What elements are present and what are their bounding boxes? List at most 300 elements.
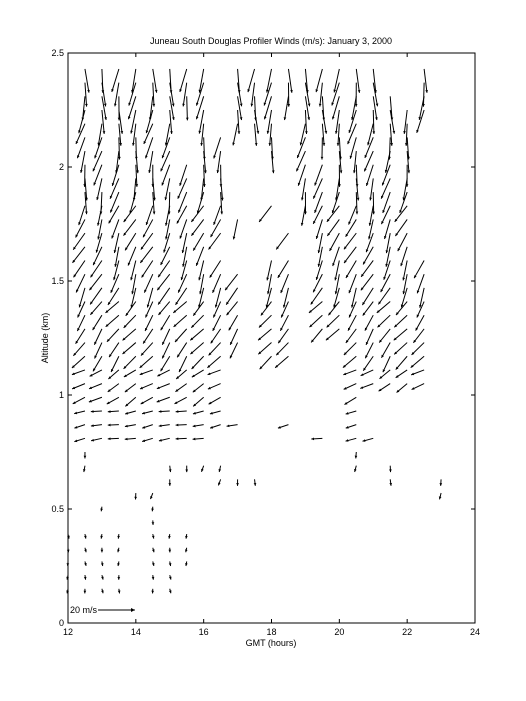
wind-arrow [143, 329, 153, 344]
wind-arrow [117, 561, 120, 566]
wind-arrow [346, 425, 357, 429]
wind-arrow [107, 329, 119, 342]
wind-arrow [140, 247, 152, 263]
wind-arrow [101, 575, 104, 579]
wind-arrow [141, 343, 153, 356]
wind-arrow [439, 479, 442, 485]
wind-arrow [310, 315, 323, 327]
wind-arrow [346, 411, 357, 415]
wind-arrow [361, 274, 373, 290]
wind-arrow [381, 343, 390, 358]
wind-arrow [192, 370, 204, 377]
chart-title: Juneau South Douglas Profiler Winds (m/s): January 3, 2000 [149, 36, 393, 46]
wind-arrow [327, 206, 339, 222]
wind-arrow [397, 384, 408, 393]
wind-arrow [278, 425, 289, 429]
wind-arrow [395, 206, 407, 222]
wind-arrow [193, 302, 203, 316]
wind-arrow [182, 83, 186, 107]
wind-arrow [250, 83, 254, 107]
wind-arrow [328, 302, 339, 316]
wind-arrow [220, 165, 223, 187]
wind-arrow [210, 411, 221, 415]
wind-arrow [91, 260, 102, 277]
wind-arrow [314, 165, 322, 186]
wind-arrow [140, 356, 153, 368]
wind-arrow [191, 206, 203, 222]
wind-arrow [133, 178, 136, 200]
wind-arrow [275, 356, 288, 367]
wind-arrows [66, 69, 442, 593]
wind-arrow [90, 302, 102, 315]
wind-arrow [344, 397, 356, 404]
wind-arrow [369, 178, 373, 200]
wind-arrow [81, 96, 84, 120]
wind-arrow [185, 548, 188, 553]
wind-arrow [117, 575, 120, 580]
wind-arrow [111, 356, 119, 372]
wind-arrow [74, 260, 85, 277]
wind-arrow [327, 315, 340, 327]
wind-arrow [382, 192, 390, 213]
wind-arrow [158, 302, 169, 315]
wind-arrow [327, 219, 339, 235]
y-tick-label: 2 [58, 162, 64, 172]
wind-arrow [330, 233, 340, 251]
wind-arrow [346, 438, 357, 441]
wind-arrow [196, 83, 204, 106]
wind-arrow [176, 410, 187, 413]
wind-arrow [210, 425, 221, 429]
wind-arrow [346, 260, 356, 278]
x-tick-label: 14 [130, 627, 141, 637]
wind-arrow [396, 302, 407, 316]
wind-arrow [84, 452, 87, 458]
wind-arrow [238, 69, 241, 93]
wind-arrow [66, 575, 69, 580]
wind-arrow [169, 589, 172, 593]
wind-arrow [123, 329, 136, 340]
wind-arrow [417, 274, 424, 293]
wind-arrow [351, 96, 356, 120]
wind-arrow [196, 247, 204, 266]
x-axis-label: GMT (hours) [245, 638, 297, 648]
wind-arrow [90, 288, 102, 305]
wind-arrow [165, 178, 170, 200]
wind-arrow [77, 302, 84, 318]
wind-arrow [344, 384, 357, 390]
y-axis [51, 48, 475, 628]
wind-arrow [93, 315, 102, 330]
wind-arrow [344, 247, 356, 263]
wind-arrow [141, 397, 153, 404]
wind-arrow [169, 575, 172, 579]
wind-arrow [191, 315, 203, 327]
wind-arrow [142, 260, 153, 277]
wind-arrow [151, 507, 154, 512]
wind-arrow [193, 425, 204, 428]
wind-arrow [175, 384, 186, 392]
wind-arrow [201, 466, 204, 472]
wind-arrow [108, 437, 119, 440]
x-tick-label: 18 [266, 627, 277, 637]
wind-arrow [208, 370, 221, 375]
wind-arrow [373, 69, 377, 93]
wind-arrow [193, 384, 204, 393]
wind-arrow [412, 384, 425, 390]
wind-arrow [254, 479, 257, 485]
wind-arrow [142, 425, 153, 429]
wind-arrow [108, 370, 119, 379]
wind-arrow [94, 343, 101, 359]
wind-arrow [258, 343, 271, 355]
wind-arrow [128, 83, 136, 106]
wind-arrow [363, 356, 373, 370]
wind-arrow [379, 384, 391, 392]
wind-arrow [125, 411, 136, 415]
wind-arrow [176, 424, 187, 427]
wind-arrow [394, 329, 407, 340]
wind-arrow [411, 370, 424, 375]
y-tick-label: 0 [58, 618, 64, 628]
wind-arrow [100, 507, 103, 512]
wind-arrow [261, 302, 272, 316]
wind-arrow [158, 288, 170, 305]
wind-arrow [399, 192, 407, 213]
wind-arrow [162, 137, 170, 158]
wind-arrow [322, 96, 325, 120]
wind-arrow [210, 260, 221, 277]
wind-arrow [109, 343, 119, 358]
wind-arrow [319, 83, 323, 107]
wind-arrow [145, 302, 152, 318]
wind-arrow [125, 397, 135, 406]
wind-arrow [226, 288, 237, 305]
wind-arrow [354, 466, 357, 472]
wind-arrow [94, 137, 102, 158]
wind-arrow [123, 343, 136, 354]
wind-arrow [378, 288, 390, 305]
wind-arrow [377, 315, 390, 327]
wind-arrow [227, 424, 238, 427]
wind-arrow [372, 110, 375, 134]
wind-arrow [96, 178, 102, 200]
wind-arrow [125, 438, 136, 441]
wind-arrow [101, 69, 104, 93]
wind-arrow [153, 83, 156, 107]
wind-arrow [193, 233, 203, 250]
wind-arrow [379, 370, 390, 379]
wind-arrow [343, 370, 356, 375]
scale-label: 20 m/s [70, 605, 98, 615]
wind-arrow [176, 370, 187, 379]
wind-arrow [125, 425, 136, 428]
wind-arrow [97, 124, 101, 146]
wind-arrow [144, 274, 153, 293]
wind-arrow [349, 274, 357, 293]
wind-arrow [361, 260, 373, 276]
wind-arrow [157, 384, 170, 389]
y-axis-label: Altitude (km) [40, 312, 50, 364]
wind-arrow [278, 329, 288, 343]
wind-arrow [174, 397, 186, 404]
wind-arrow [326, 329, 339, 340]
wind-arrow [190, 343, 203, 355]
wind-arrow [89, 384, 102, 389]
wind-arrow [236, 479, 239, 485]
wind-arrow [117, 548, 120, 553]
wind-arrow [179, 356, 187, 372]
wind-arrow [128, 247, 136, 266]
scale-key [70, 605, 135, 615]
wind-arrow [84, 561, 87, 565]
wind-arrow [67, 548, 70, 553]
wind-arrow [159, 424, 170, 427]
wind-arrow [396, 370, 407, 378]
wind-arrow [212, 274, 220, 293]
wind-arrow [365, 315, 373, 330]
wind-arrow [91, 424, 102, 427]
wind-arrow [283, 288, 289, 308]
wind-arrow [168, 534, 171, 539]
wind-arrow [424, 69, 428, 93]
wind-arrow [355, 452, 358, 458]
wind-arrow [159, 438, 170, 441]
wind-arrow [174, 315, 187, 327]
wind-arrow [439, 493, 442, 499]
wind-arrow [118, 589, 121, 594]
wind-arrow [152, 548, 155, 552]
wind-arrow [123, 219, 135, 235]
wind-arrow [74, 438, 85, 442]
wind-arrow [209, 397, 221, 404]
wind-arrow [141, 233, 153, 249]
wind-arrow [346, 219, 357, 236]
wind-arrow [177, 343, 187, 358]
wind-arrow [225, 274, 237, 290]
wind-arrow [107, 397, 119, 404]
wind-arrow [157, 397, 170, 402]
y-tick-label: 1 [58, 390, 64, 400]
wind-arrow [157, 370, 169, 376]
wind-arrow [305, 110, 308, 134]
wind-arrow [168, 479, 171, 485]
wind-arrow [209, 343, 221, 356]
wind-arrow [379, 329, 390, 343]
wind-arrow [193, 411, 204, 415]
wind-arrow [173, 302, 186, 313]
wind-arrow [413, 329, 424, 343]
wind-arrow [109, 206, 119, 224]
wind-arrow [169, 466, 172, 472]
wind-arrow [414, 260, 424, 278]
wind-arrow [91, 438, 102, 441]
x-tick-label: 24 [469, 627, 481, 637]
wind-arrow [402, 178, 407, 200]
wind-arrow [124, 356, 136, 369]
wind-arrow [229, 315, 238, 330]
wind-arrow [412, 343, 425, 355]
wind-arrow [85, 83, 88, 107]
wind-arrow [209, 233, 221, 249]
wind-arrow [145, 315, 153, 331]
x-tick-label: 22 [402, 627, 413, 637]
wind-arrow [281, 274, 289, 293]
wind-arrow [78, 110, 85, 133]
wind-arrow [111, 219, 118, 238]
wind-arrow [89, 397, 102, 402]
wind-arrow [165, 124, 170, 146]
wind-arrow [381, 206, 390, 224]
wind-arrow [390, 96, 393, 120]
wind-arrow [266, 69, 272, 93]
wind-arrow [66, 589, 69, 594]
wind-arrow [84, 575, 87, 580]
wind-arrow [361, 370, 374, 376]
wind-arrow [152, 520, 155, 525]
wind-arrow [395, 219, 407, 236]
wind-arrow [259, 315, 272, 327]
wind-arrow [176, 288, 187, 305]
wind-arrow [124, 370, 136, 377]
wind-arrow [218, 479, 221, 485]
wind-arrow [72, 356, 85, 368]
wind-arrow [126, 302, 136, 316]
wind-arrow [363, 438, 374, 442]
wind-arrow [411, 356, 424, 367]
wind-arrow [278, 260, 289, 277]
wind-arrow [185, 466, 188, 472]
wind-arrow [233, 219, 238, 239]
wind-arrow [344, 343, 356, 355]
wind-arrow [161, 356, 170, 371]
wind-arrow [398, 233, 407, 251]
wind-arrow [151, 165, 154, 187]
wind-arrow [73, 233, 85, 250]
wind-arrow [76, 329, 85, 344]
wind-arrow [162, 343, 170, 359]
wind-arrow [191, 219, 203, 235]
wind-arrow [192, 356, 204, 369]
wind-arrow [93, 356, 102, 371]
wind-arrow [73, 397, 85, 404]
wind-arrow [353, 151, 356, 173]
wind-arrow [276, 233, 288, 249]
wind-arrow [162, 329, 170, 345]
wind-arrow [185, 534, 188, 539]
wind-arrow [125, 233, 136, 250]
wind-arrow [311, 329, 322, 343]
wind-arrow [311, 438, 322, 441]
wind-arrow [186, 96, 189, 120]
wind-arrow [135, 137, 138, 159]
wind-arrow [161, 315, 170, 330]
wind-arrow [179, 165, 186, 186]
wind-arrow [193, 397, 203, 406]
wind-arrow [211, 329, 221, 344]
wind-arrow [168, 548, 171, 553]
wind-arrow [151, 589, 154, 594]
wind-arrow [193, 438, 204, 441]
x-tick-label: 20 [334, 627, 345, 637]
wind-arrow [199, 69, 204, 93]
wind-arrow [305, 69, 308, 93]
wind-arrow [150, 493, 153, 499]
wind-arrow [185, 561, 188, 566]
wind-arrow [72, 247, 84, 263]
wind-arrow [350, 137, 357, 158]
wind-arrow [158, 260, 170, 277]
wind-arrow [366, 329, 373, 345]
scale-arrow [98, 608, 135, 612]
wind-arrow [258, 329, 271, 340]
wind-arrow [254, 96, 257, 120]
wind-arrow [73, 343, 85, 356]
wind-arrow [311, 288, 323, 305]
wind-arrow [101, 589, 104, 593]
wind-arrow [346, 329, 356, 343]
y-tick-label: 2.5 [51, 48, 64, 58]
wind-arrow [124, 315, 136, 328]
wind-arrow [284, 96, 289, 120]
wind-arrow [159, 410, 170, 413]
wind-arrow [152, 561, 155, 565]
wind-arrow [218, 466, 221, 472]
wind-arrow [396, 356, 407, 369]
wind-arrow [84, 589, 87, 594]
wind-arrow [176, 437, 187, 440]
wind-arrow [260, 356, 272, 369]
wind-arrow [321, 137, 324, 159]
y-tick-label: 0.5 [51, 504, 64, 514]
wind-arrow [259, 206, 271, 222]
wind-arrow [394, 315, 407, 327]
wind-arrow [108, 424, 119, 427]
wind-arrow [230, 329, 237, 345]
wind-arrow [388, 137, 391, 159]
wind-arrow [207, 356, 220, 368]
wind-arrow [125, 384, 136, 392]
y-tick-label: 1.5 [51, 276, 64, 286]
wind-arrow [140, 370, 153, 375]
wind-arrow [190, 329, 203, 340]
wind-arrow [152, 534, 155, 539]
wind-arrow [100, 192, 103, 214]
wind-arrow [101, 548, 104, 553]
wind-arrow [148, 151, 153, 173]
wind-arrow [67, 561, 70, 566]
wind-arrow [74, 425, 85, 429]
wind-arrow [301, 206, 306, 226]
wind-arrow [108, 410, 119, 413]
x-tick-label: 12 [62, 627, 74, 637]
wind-arrow [394, 343, 407, 355]
wind-arrow [314, 192, 322, 213]
wind-arrow [169, 561, 172, 566]
x-tick-label: 16 [198, 627, 209, 637]
wind-arrow [356, 165, 359, 187]
wind-arrow [152, 575, 155, 580]
wind-arrow [105, 302, 118, 313]
wind-arrow [74, 411, 85, 414]
wind-arrow [140, 384, 153, 390]
wind-arrow [76, 274, 85, 292]
wind-arrow [142, 438, 153, 442]
wind-arrow [134, 493, 137, 499]
wind-arrow [108, 384, 119, 392]
wind-arrow [238, 110, 241, 134]
wind-arrow [351, 288, 356, 308]
